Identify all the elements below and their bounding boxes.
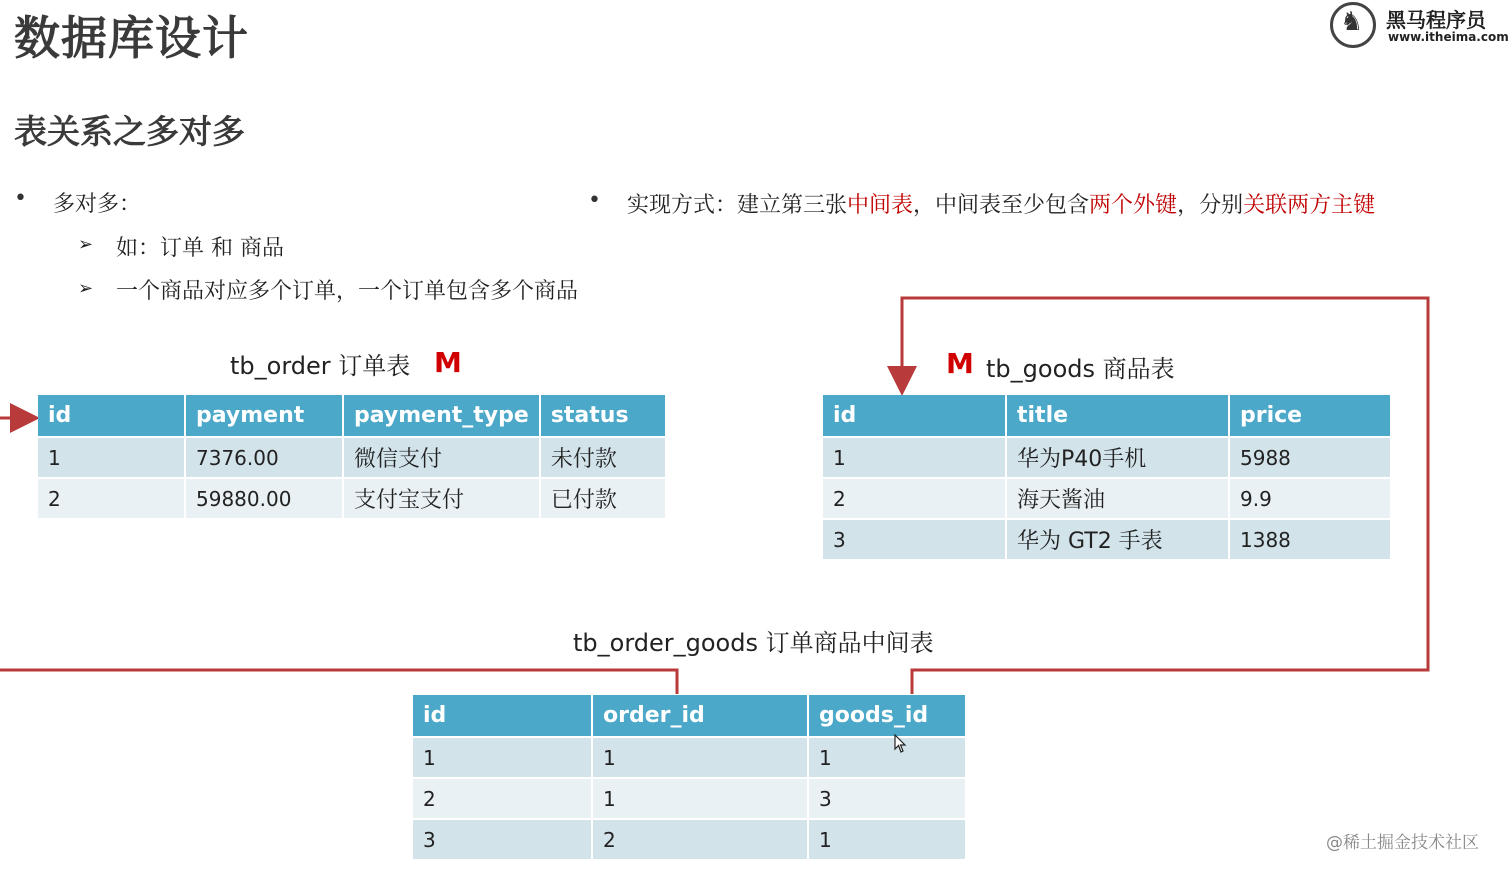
column-header: goods_id: [809, 695, 965, 736]
goods-table: [821, 393, 1392, 561]
table-row: [38, 479, 665, 518]
table-row: [38, 438, 665, 477]
table-cell: 华为P40手机: [1007, 438, 1228, 477]
implementation-note: 实现方式：建立第三张中间表，中间表至少包含两个外键，分别关联两方主键: [627, 193, 1376, 218]
table-cell: 海天酱油: [1007, 479, 1228, 518]
table-cell: 1: [809, 738, 965, 777]
table-cell: 1388: [1230, 520, 1390, 559]
watermark: @稀土掘金技术社区: [1326, 833, 1479, 853]
column-header: id: [823, 395, 1005, 436]
table-row: [413, 779, 965, 818]
bullet-many-to-many: 多对多：: [53, 192, 142, 217]
table-header-row: [413, 695, 965, 736]
column-header: payment_type: [344, 395, 539, 436]
table-row: [413, 738, 965, 777]
table-row: [413, 820, 965, 859]
table-cell: 1: [823, 438, 1005, 477]
brand-logo: [1330, 2, 1509, 48]
bullet-dot-icon: •: [14, 186, 27, 211]
table-cell: 2: [593, 820, 807, 859]
horse-icon: ♞: [1340, 7, 1364, 37]
table-cell: 3: [413, 820, 591, 859]
logo-name: 黑马程序员: [1386, 8, 1486, 32]
goods-table-caption: tb_goods 商品表: [986, 355, 1175, 383]
table-cell: 1: [413, 738, 591, 777]
table-row: [823, 520, 1390, 559]
arrow-bullet-icon: ➢: [78, 234, 94, 255]
order-goods-table: [411, 693, 967, 861]
table-cell: 未付款: [541, 438, 665, 477]
column-header: price: [1230, 395, 1390, 436]
table-cell: 1: [38, 438, 184, 477]
column-header: id: [413, 695, 591, 736]
order-table-caption: tb_order 订单表: [230, 352, 411, 380]
order-connector-line: [0, 670, 677, 694]
table-cell: 华为 GT2 手表: [1007, 520, 1228, 559]
arrow-bullet-icon: ➢: [78, 278, 94, 299]
column-header: title: [1007, 395, 1228, 436]
table-header-row: [823, 395, 1390, 436]
table-cell: 支付宝支付: [344, 479, 539, 518]
bullet-dot-icon: •: [588, 188, 601, 213]
table-row: [823, 479, 1390, 518]
mouse-cursor-icon: [894, 734, 908, 754]
table-cell: 3: [809, 779, 965, 818]
table-cell: 2: [38, 479, 184, 518]
table-header-row: [38, 395, 665, 436]
table-cell: 5988: [1230, 438, 1390, 477]
table-cell: 59880.00: [186, 479, 342, 518]
column-header: order_id: [593, 695, 807, 736]
table-cell: 1: [593, 779, 807, 818]
table-cell: 2: [823, 479, 1005, 518]
column-header: payment: [186, 395, 342, 436]
table-cell: 1: [809, 820, 965, 859]
table-cell: 1: [593, 738, 807, 777]
table-cell: 7376.00: [186, 438, 342, 477]
column-header: status: [541, 395, 665, 436]
logo-url: www.itheima.com: [1388, 30, 1509, 44]
sub-bullet-example: 如：订单 和 商品: [116, 236, 284, 261]
table-row: [823, 438, 1390, 477]
section-subtitle: 表关系之多对多: [14, 112, 245, 151]
goods-multiplicity-mark: M: [946, 347, 974, 380]
order-table: [36, 393, 667, 520]
table-cell: 微信支付: [344, 438, 539, 477]
order-multiplicity-mark: M: [434, 346, 462, 379]
table-cell: 2: [413, 779, 591, 818]
column-header: id: [38, 395, 184, 436]
sub-bullet-description: 一个商品对应多个订单，一个订单包含多个商品: [116, 279, 579, 304]
order-goods-table-caption: tb_order_goods 订单商品中间表: [573, 629, 934, 657]
table-cell: 9.9: [1230, 479, 1390, 518]
page-title: 数据库设计: [14, 11, 249, 65]
table-cell: 已付款: [541, 479, 665, 518]
table-cell: 3: [823, 520, 1005, 559]
